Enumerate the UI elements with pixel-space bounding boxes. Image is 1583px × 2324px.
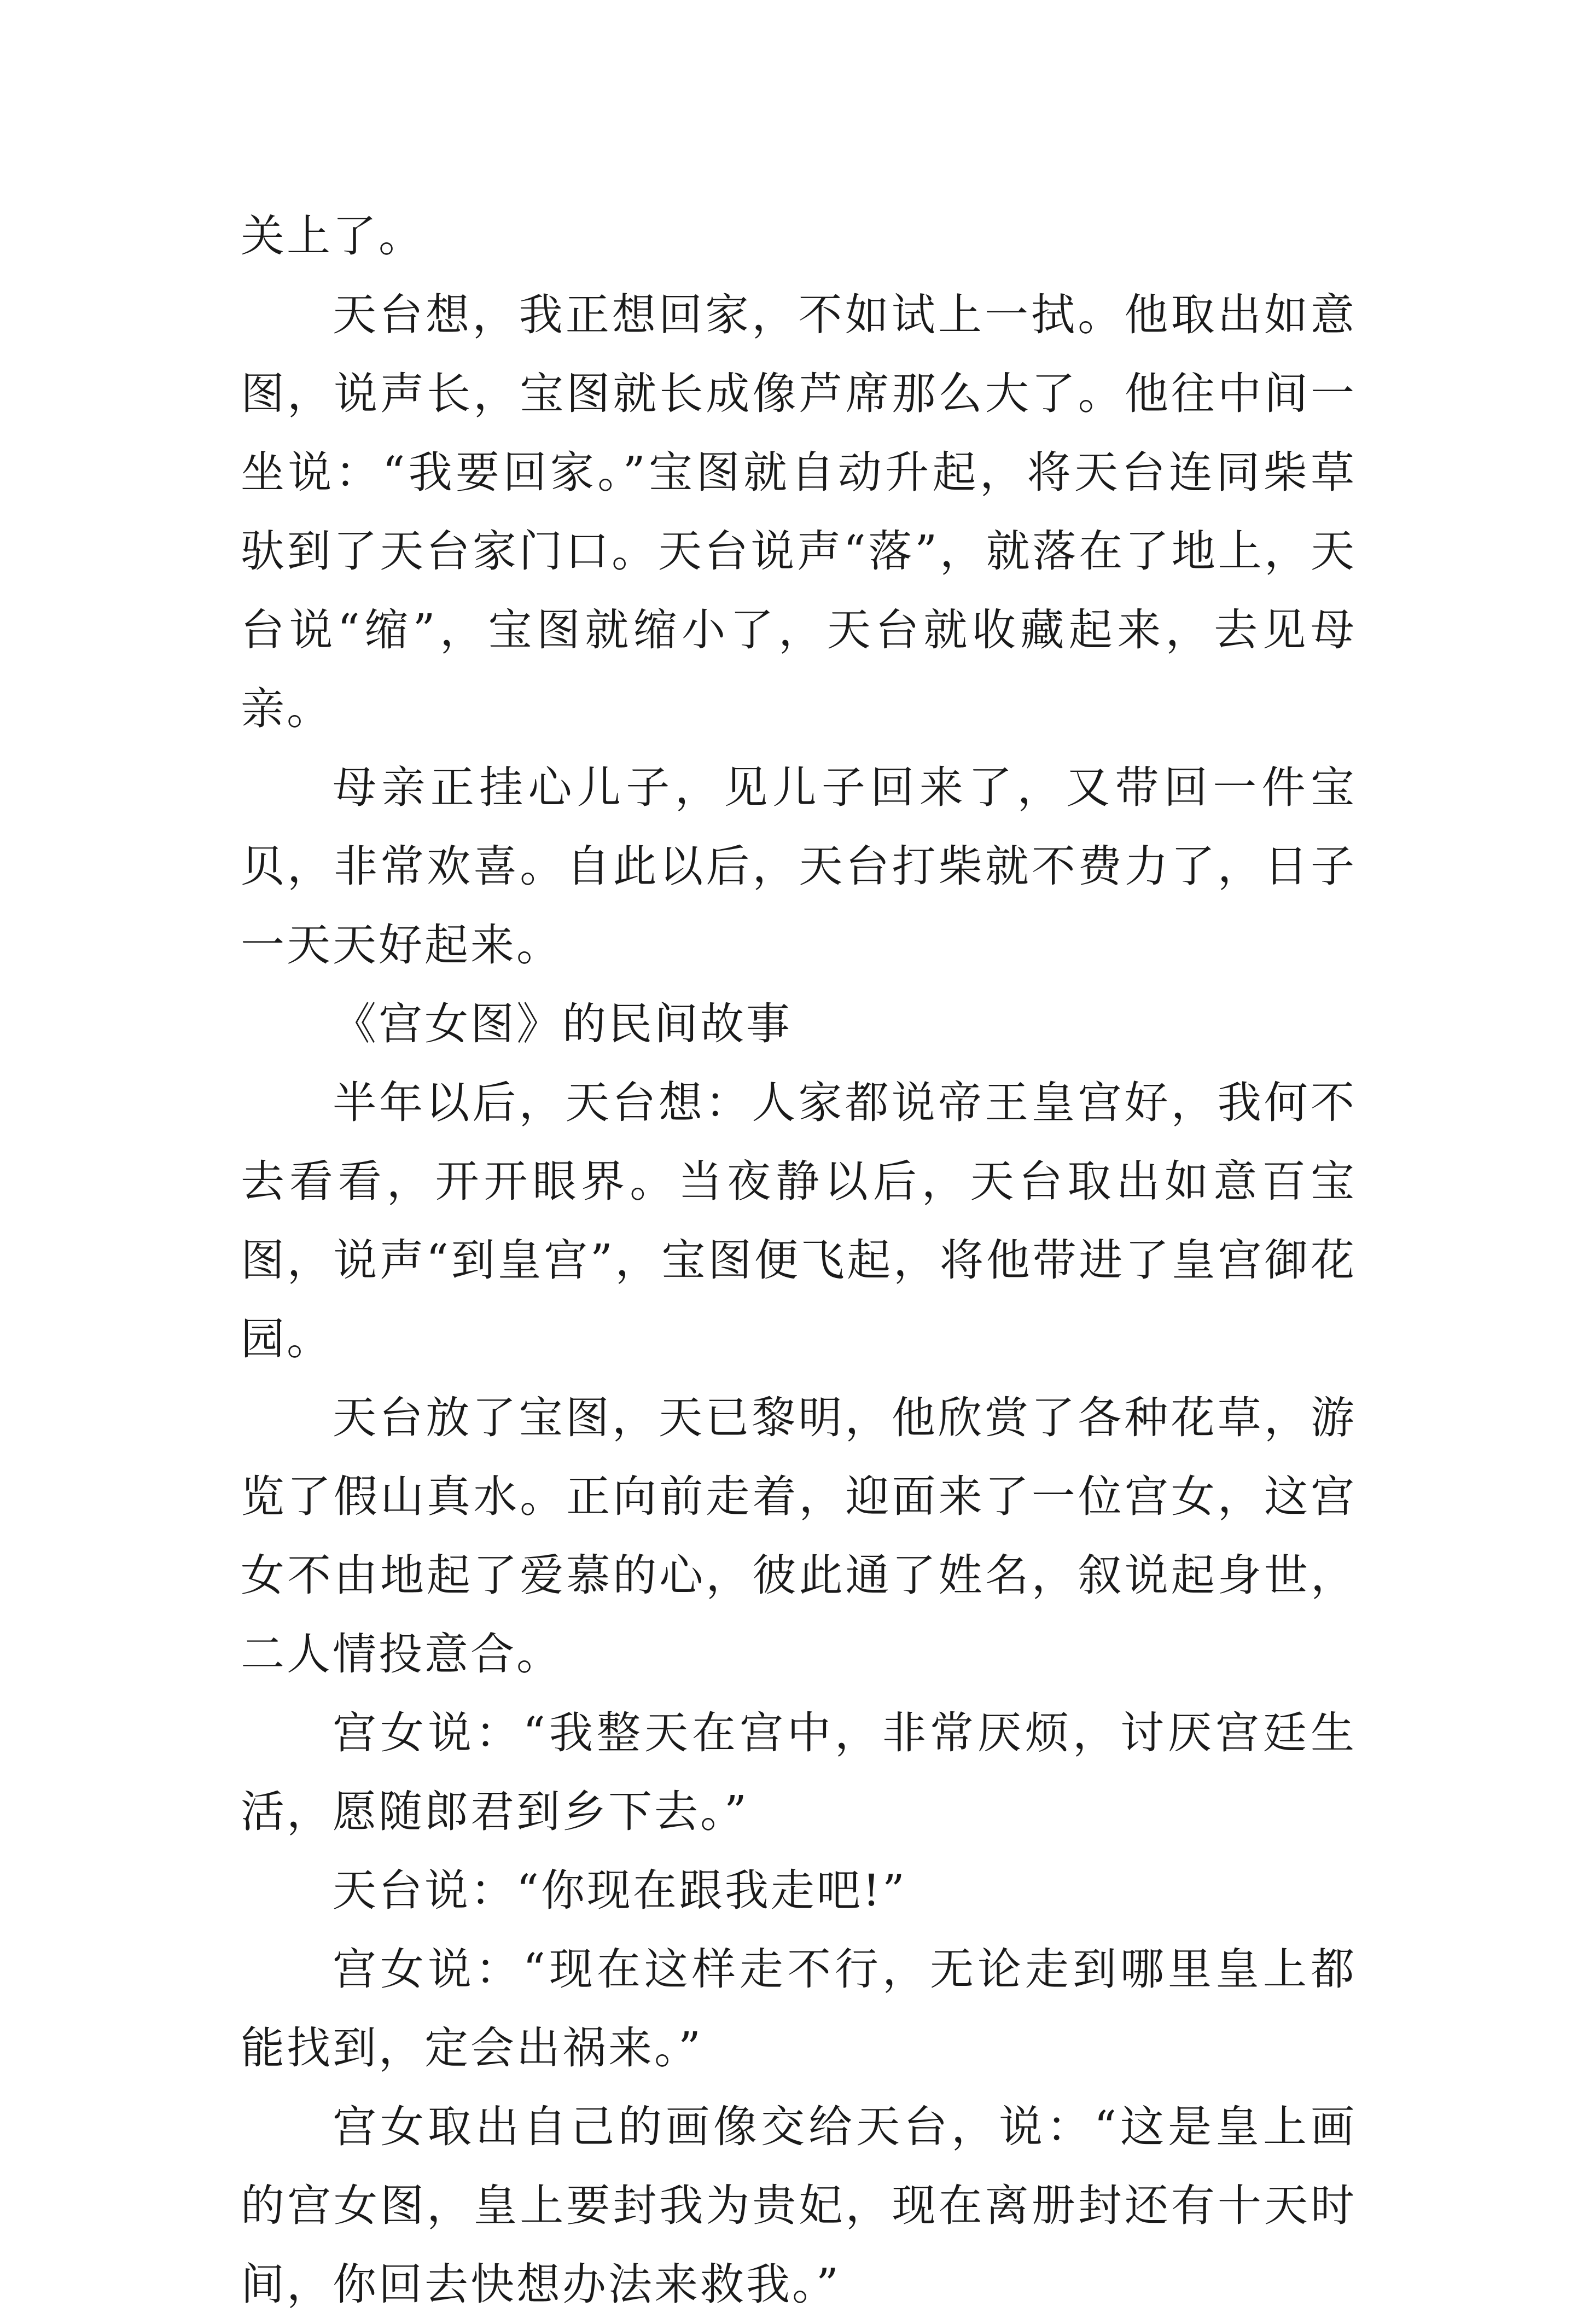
paragraph-2: 天台想，我正想回家，不如试上一拭。他取出如意图，说声长，宝图就长成像芦席那么大了。他往中间一坐说：“我要回家。”宝图就自动升起，将天台连同柴草驮到了天台家门口。天台说声“落”，就落在了地上，天台说“缩”，宝图就缩小了，天台就收藏起来，去见母亲。	[241, 289, 1357, 734]
paragraph-5: 天台放了宝图，天已黎明，他欣赏了各种花草，游览了假山真水。正向前走着，迎面来了一位宫女，这宫女不由地起了爱慕的心，彼此通了姓名，叙说起身世，二人情投意合。	[241, 1392, 1357, 1680]
paragraph-6: 宫女说：“我整天在宫中，非常厌烦，讨厌宫廷生活，愿随郎君到乡下去。”	[241, 1707, 1357, 1837]
paragraph-9: 宫女取出自己的画像交给天台，说：“这是皇上画的宫女图，皇上要封我为贵妃，现在离册封还有十天时间，你回去快想办法来救我。”	[241, 2101, 1357, 2310]
section-heading: 《宫女图》的民间故事	[333, 998, 792, 1049]
document-body	[241, 197, 1357, 2324]
paragraph-3: 母亲正挂心儿子，见儿子回来了，又带回一件宝贝，非常欢喜。自此以后，天台打柴就不费力了，日子一天天好起来。	[241, 762, 1357, 971]
paragraph-7: 天台说：“你现在跟我走吧!”	[333, 1865, 907, 1916]
paragraph-4: 半年以后，天台想：人家都说帝王皇宫好，我何不去看看，开开眼界。当夜静以后，天台取出如意百宝图，说声“到皇宫”，宝图便飞起，将他带进了皇宫御花园。	[241, 1077, 1357, 1364]
paragraph-8: 宫女说：“现在这样走不行，无论走到哪里皇上都能找到，定会出祸来。”	[241, 1944, 1357, 2073]
paragraph-1: 关上了。	[241, 211, 424, 262]
